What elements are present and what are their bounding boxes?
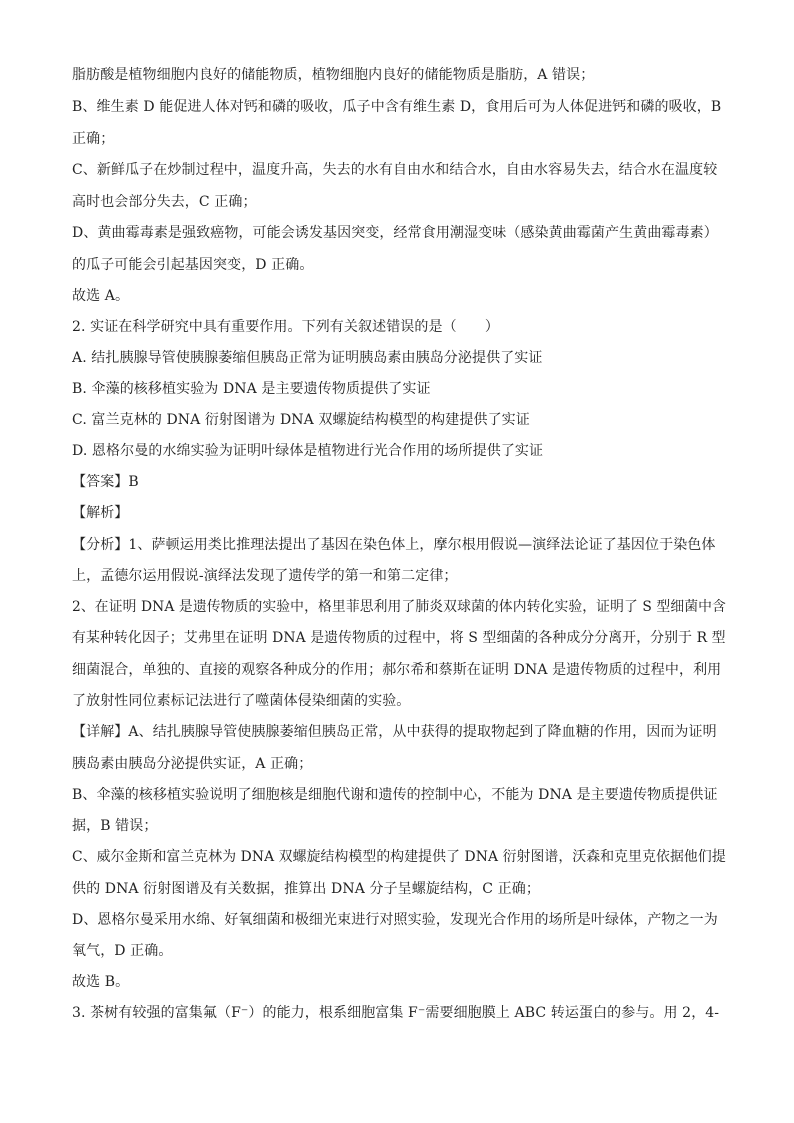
text-line: 2、在证明 DNA 是遗传物质的实验中，格里菲思利用了肺炎双球菌的体内转化实验，证明了 S 型细菌中含 bbox=[72, 599, 726, 615]
text-line: C、威尔金斯和富兰克林为 DNA 双螺旋结构模型的构建提供了 DNA 衍射图谱，沃森和克里克依据他们提 bbox=[72, 849, 726, 865]
text-line: 故选 A。 bbox=[72, 288, 130, 304]
text-line: 故选 B。 bbox=[72, 974, 130, 990]
text-line: 供的 DNA 衍射图谱及有关数据，推算出 DNA 分子呈螺旋结构，C 正确； bbox=[72, 881, 540, 897]
text-line: 【详解】A、结扎胰腺导管使胰腺萎缩但胰岛正常，从中获得的提取物起到了降血糖的作用，因而为证明 bbox=[72, 724, 717, 740]
answer-label: 【答案】B bbox=[72, 474, 139, 490]
text-line: 【分析】1、萨顿运用类比推理法提出了基因在染色体上，摩尔根用假说—演绎法论证了基因位于染色体 bbox=[72, 537, 716, 553]
option-a: A. 结扎胰腺导管使胰腺萎缩但胰岛正常为证明胰岛素由胰岛分泌提供了实证 bbox=[72, 350, 543, 366]
text-line: B、维生素 D 能促进人体对钙和磷的吸收，瓜子中含有维生素 D，食用后可为人体促进钙和磷的吸收，B bbox=[72, 99, 722, 115]
text-line: 的瓜子可能会引起基因突变，D 正确。 bbox=[72, 257, 314, 273]
option-b: B. 伞藻的核移植实验为 DNA 是主要遗传物质提供了实证 bbox=[72, 381, 431, 397]
option-d: D. 恩格尔曼的水绵实验为证明叶绿体是植物进行光合作用的场所提供了实证 bbox=[72, 443, 544, 459]
text-line: B、伞藻的核移植实验说明了细胞核是细胞代谢和遗传的控制中心，不能为 DNA 是主要遗传物质提供证 bbox=[72, 787, 718, 803]
question-3-stem: 3. 茶树有较强的富集氟（F⁻）的能力，根系细胞富集 F⁻需要细胞膜上 ABC 转运蛋白的参与。用 2，4- bbox=[72, 1005, 720, 1021]
text-line: 细菌混合，单独的、直接的观察各种成分的作用；郝尔希和蔡斯在证明 DNA 是遗传物质的过程中，利用 bbox=[72, 662, 722, 678]
text-line: 有某种转化因子；艾弗里在证明 DNA 是遗传物质的过程中，将 S 型细菌的各种成分分离开，分别于 R 型 bbox=[72, 630, 726, 646]
text-line: 氧气，D 正确。 bbox=[72, 943, 173, 959]
text-line: 了放射性同位素标记法进行了噬菌体侵染细菌的实验。 bbox=[72, 693, 411, 709]
question-2-stem: 2. 实证在科学研究中具有重要作用。下列有关叙述错误的是（ ） bbox=[72, 319, 500, 335]
text-line: D、恩格尔曼采用水绵、好氧细菌和极细光束进行对照实验，发现光合作用的场所是叶绿体，产物之一为 bbox=[72, 912, 718, 928]
text-line: D、黄曲霉毒素是强致癌物，可能会诱发基因突变，经常食用潮湿变味（感染黄曲霉菌产生黄曲霉毒素） bbox=[72, 225, 718, 241]
text-line: 据，B 错误； bbox=[72, 818, 158, 834]
text-line: C、新鲜瓜子在炒制过程中，温度升高，失去的水有自由水和结合水，自由水容易失去，结合水在温度较 bbox=[72, 162, 718, 178]
text-line: 脂肪酸是植物细胞内良好的储能物质，植物细胞内良好的储能物质是脂肪，A 错误； bbox=[72, 67, 595, 83]
text-line: 胰岛素由胰岛分泌提供实证，A 正确； bbox=[72, 756, 313, 772]
analysis-heading: 【解析】 bbox=[72, 505, 129, 521]
option-c: C. 富兰克林的 DNA 衍射图谱为 DNA 双螺旋结构模型的构建提供了实证 bbox=[72, 412, 530, 428]
text-line: 上，孟德尔运用假说-演绎法发现了遗传学的第一和第二定律； bbox=[72, 568, 458, 584]
text-line: 高时也会部分失去，C 正确； bbox=[72, 194, 257, 210]
text-line: 正确； bbox=[72, 131, 115, 147]
